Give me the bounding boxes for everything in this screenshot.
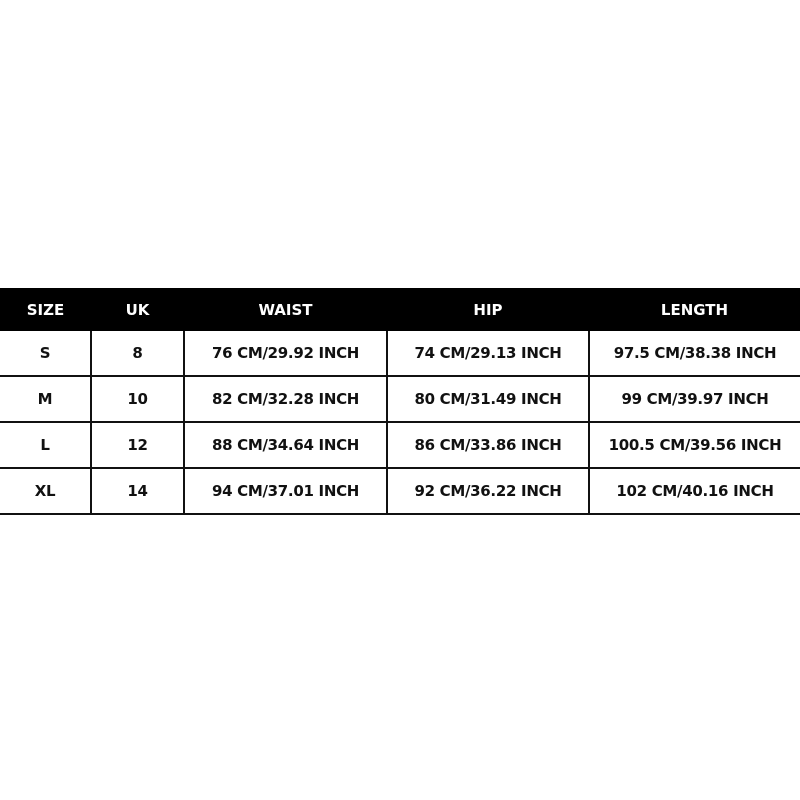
table-row xyxy=(0,422,800,468)
cell-hip: 74 CM/29.13 INCH xyxy=(387,331,589,376)
cell-waist: 88 CM/34.64 INCH xyxy=(184,422,387,468)
table-row xyxy=(0,468,800,514)
cell-waist: 76 CM/29.92 INCH xyxy=(184,331,387,376)
cell-length: 97.5 CM/38.38 INCH xyxy=(589,331,800,376)
cell-length: 102 CM/40.16 INCH xyxy=(589,468,800,514)
cell-size: L xyxy=(0,422,91,468)
cell-waist: 94 CM/37.01 INCH xyxy=(184,468,387,514)
cell-uk: 14 xyxy=(91,468,184,514)
header-uk: UK xyxy=(91,288,184,331)
cell-uk: 10 xyxy=(91,376,184,422)
table-header-row xyxy=(0,288,800,331)
cell-hip: 80 CM/31.49 INCH xyxy=(387,376,589,422)
size-chart-table xyxy=(0,288,800,515)
cell-length: 99 CM/39.97 INCH xyxy=(589,376,800,422)
cell-uk: 12 xyxy=(91,422,184,468)
cell-hip: 92 CM/36.22 INCH xyxy=(387,468,589,514)
table-row xyxy=(0,376,800,422)
header-size: SIZE xyxy=(0,288,91,331)
header-length: LENGTH xyxy=(589,288,800,331)
cell-size: M xyxy=(0,376,91,422)
cell-hip: 86 CM/33.86 INCH xyxy=(387,422,589,468)
header-waist: WAIST xyxy=(184,288,387,331)
cell-size: S xyxy=(0,331,91,376)
cell-length: 100.5 CM/39.56 INCH xyxy=(589,422,800,468)
cell-waist: 82 CM/32.28 INCH xyxy=(184,376,387,422)
cell-size: XL xyxy=(0,468,91,514)
table-row xyxy=(0,331,800,376)
cell-uk: 8 xyxy=(91,331,184,376)
header-hip: HIP xyxy=(387,288,589,331)
